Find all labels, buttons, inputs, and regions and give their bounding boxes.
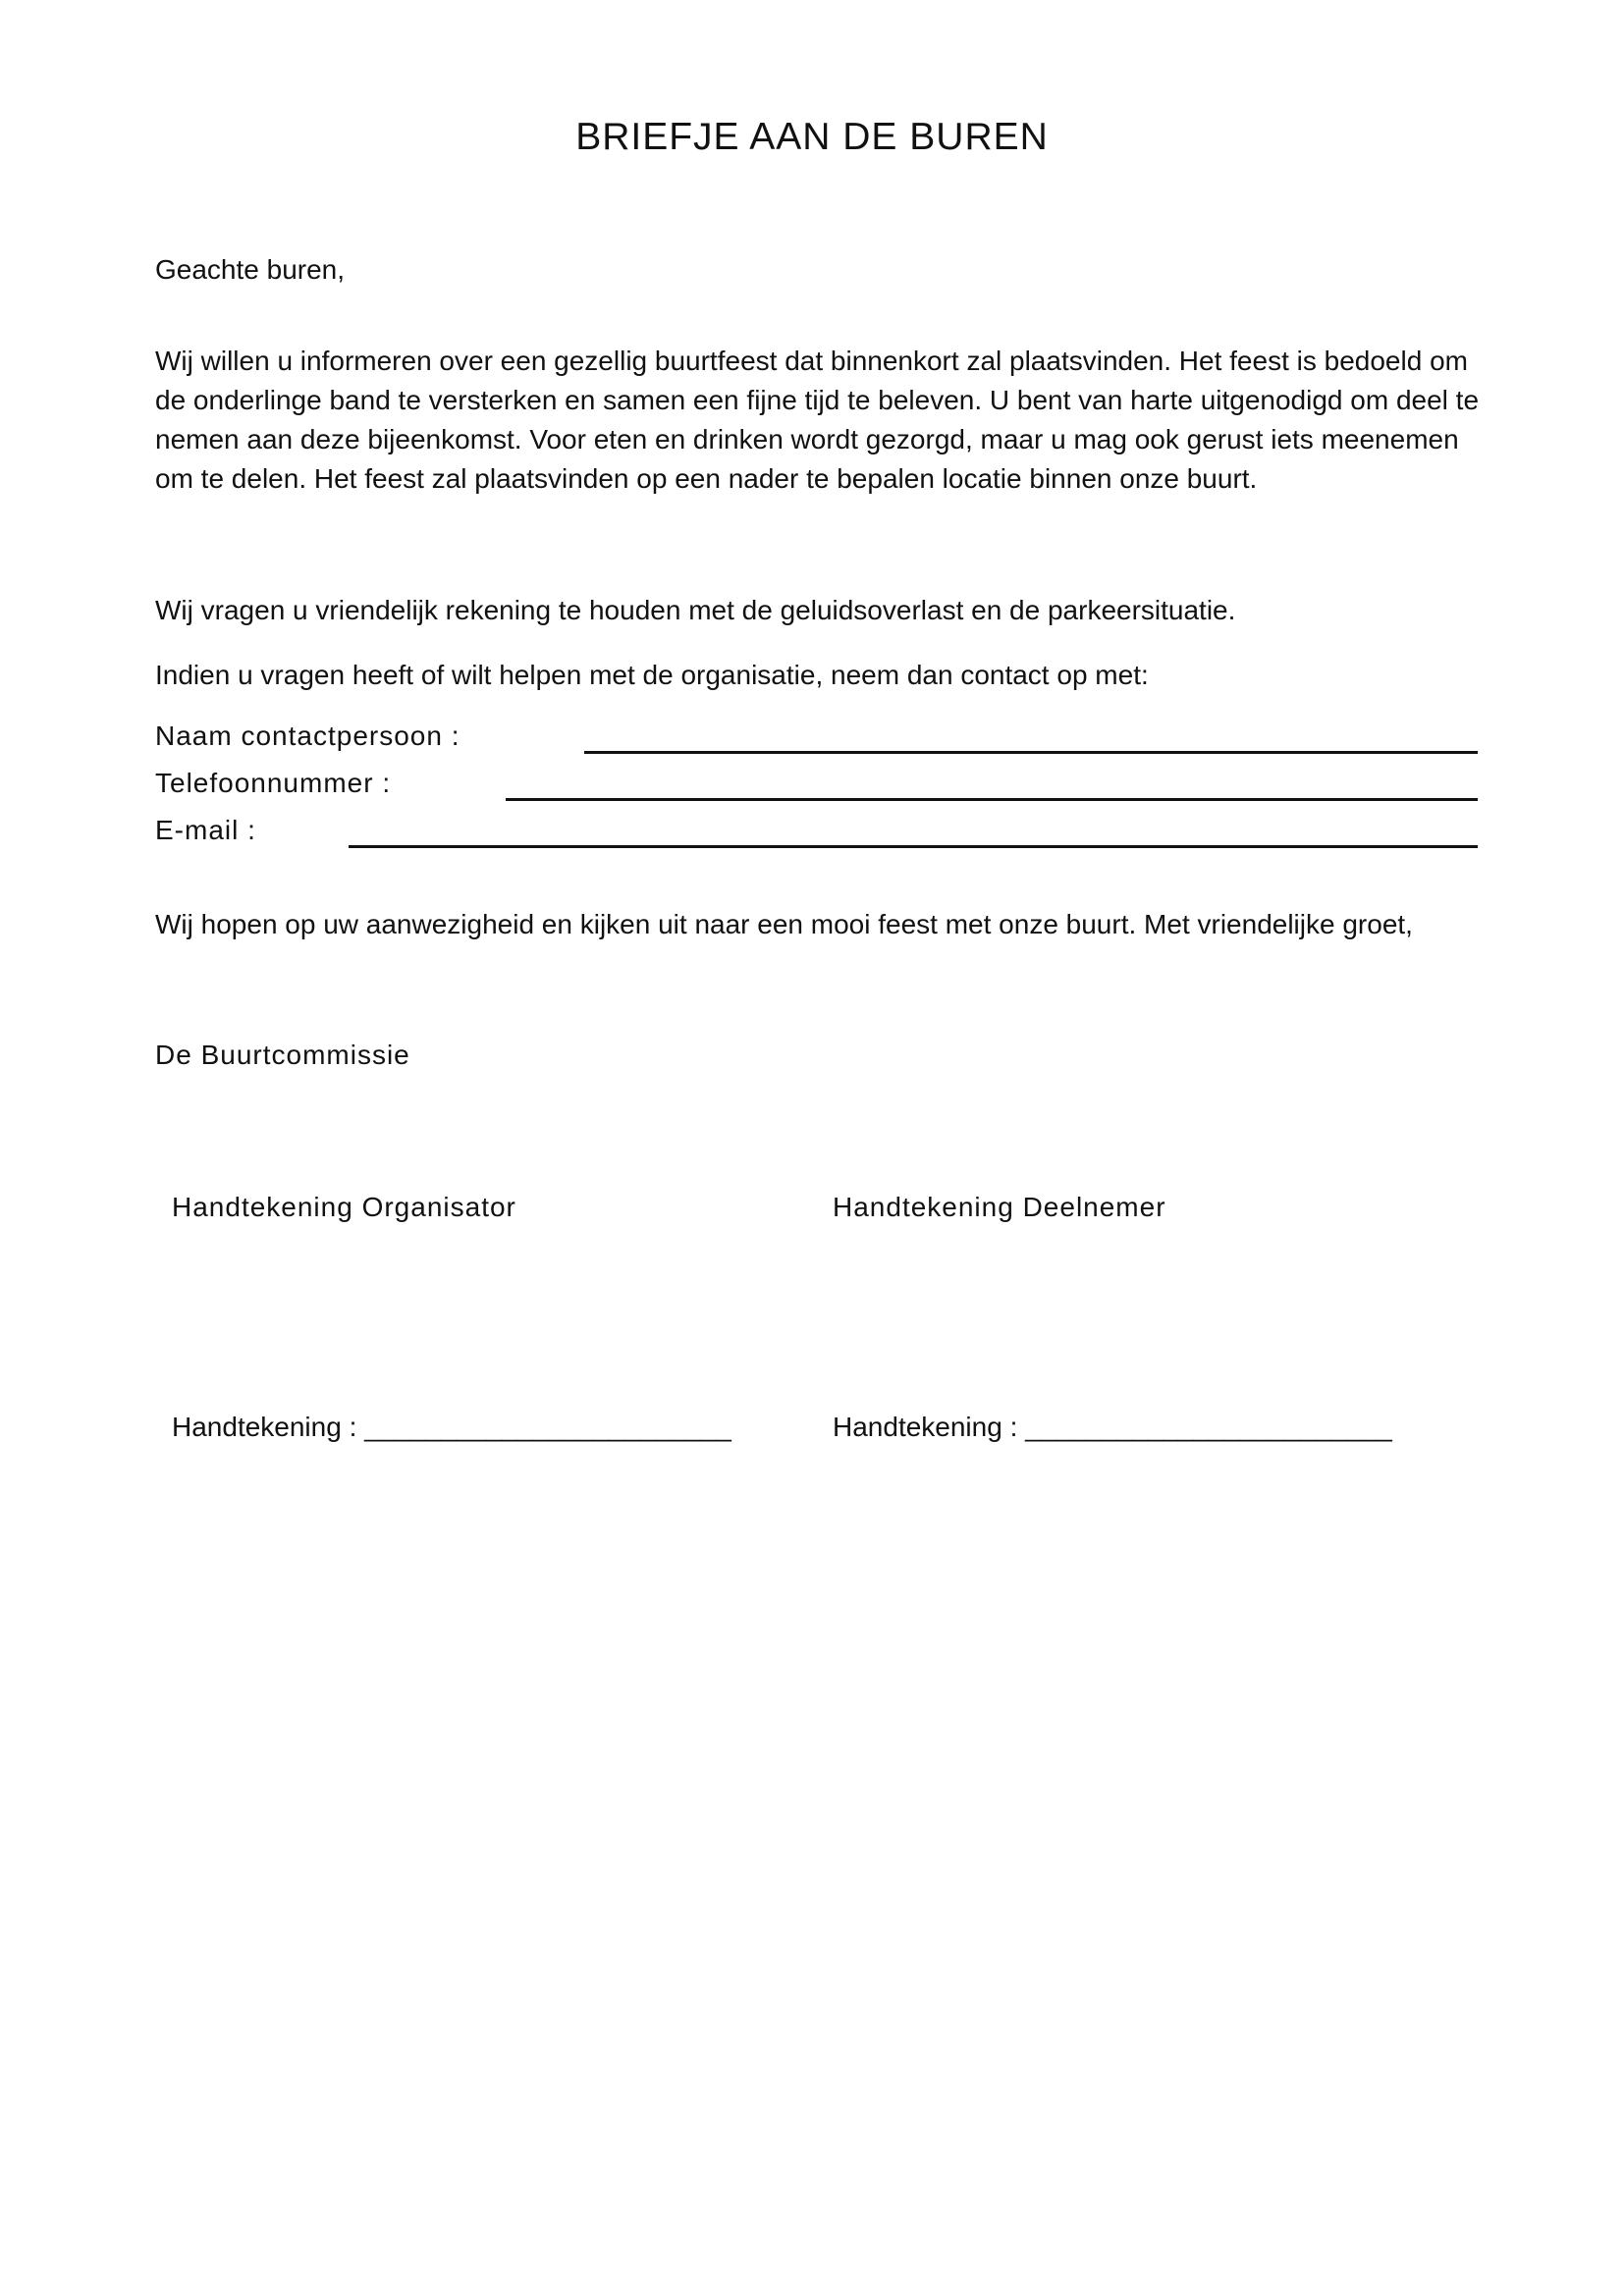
participant-signature-heading: Handtekening Deelnemer	[833, 1192, 1166, 1222]
organizer-signature-heading: Handtekening Organisator	[172, 1192, 516, 1222]
request-text: Wij vragen u vriendelijk rekening te houden met de geluidsoverlast en de parkeersituatie.	[155, 595, 1236, 625]
phone-field[interactable]	[506, 798, 1478, 801]
contact-intro: Indien u vragen heeft of wilt helpen met de organisatie, neem dan contact op met:	[155, 660, 1149, 690]
organizer-signature-line[interactable]: Handtekening : ________________________	[172, 1412, 731, 1442]
sender-name: De Buurtcommissie	[155, 1040, 410, 1070]
intro-paragraph	[155, 342, 1480, 499]
intro-line: om te delen. Het feest zal plaatsvinden op een nader te bepalen locatie binnen onze buurt.	[155, 463, 1258, 494]
contact-person-field[interactable]	[584, 751, 1478, 754]
greeting: Geachte buren,	[155, 254, 346, 285]
email-label: E-mail :	[155, 815, 256, 845]
contact-person-label: Naam contactpersoon :	[155, 721, 460, 751]
intro-line: nemen aan deze bijeenkomst. Voor eten en drinken wordt gezorgd, maar u mag ook gerust iets meenemen	[155, 424, 1459, 454]
phone-label: Telefoonnummer :	[155, 768, 392, 798]
participant-signature-line[interactable]: Handtekening : ________________________	[833, 1412, 1392, 1442]
page-title: BRIEFJE AAN DE BUREN	[575, 116, 1049, 158]
intro-line: Wij willen u informeren over een gezellig buurtfeest dat binnenkort zal plaatsvinden. Het feest is bedoeld om	[155, 346, 1468, 376]
closing-text: Wij hopen op uw aanwezigheid en kijken uit naar een mooi feest met onze buurt. Met vriendelijke groet,	[155, 909, 1413, 939]
email-field[interactable]	[349, 845, 1478, 848]
intro-line: de onderlinge band te versterken en samen een fijne tijd te beleven. U bent van harte uitgenodigd om deel te	[155, 385, 1480, 415]
